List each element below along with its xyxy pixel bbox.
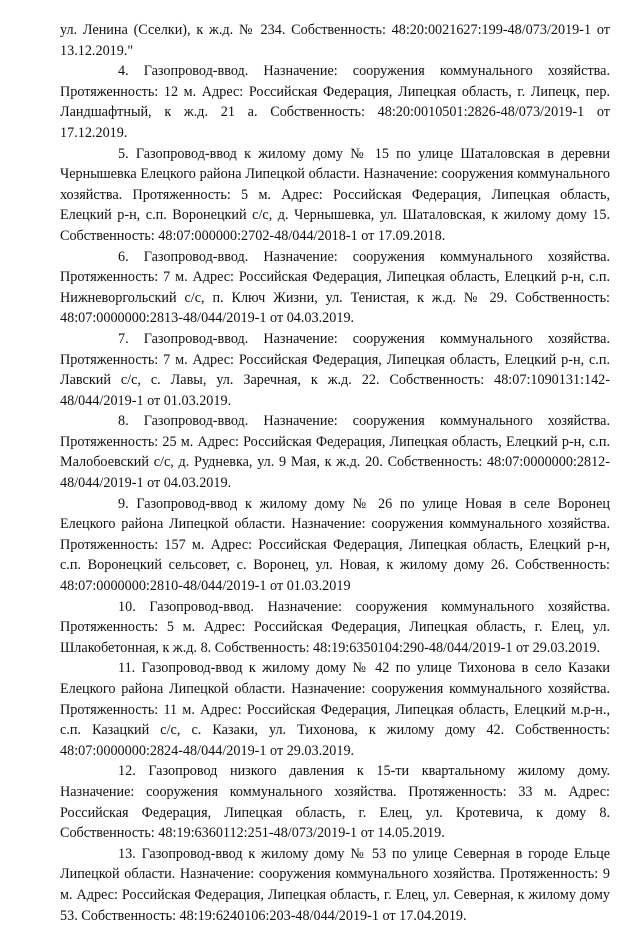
- paragraph-item-5: 5. Газопровод-ввод к жилому дому № 15 по улице Шаталовская в деревни Чернышевка Елецкого района Липецкой области. Назначение: сооружения коммунального хозяйства. Протяженность: 5 м. Адрес: Российская Федерация, Липецкая область, Елецкий р-н, с.п. Воронецкий с/с, д. Чернышевка, ул. Шаталовская, к жилому дому 15. Собственность: 48:07:000000:2702-48/044/2018-1 от 17.09.2018.: [60, 145, 610, 244]
- paragraph-item-7: 7. Газопровод-ввод. Назначение: сооружения коммунального хозяйства. Протяженность: 7 м. Адрес: Российская Федерация, Липецкая область, Елецкий р-н, с.п. Лавский с/с, с. Лавы, ул. Заречная, к ж.д. 22. Собственность: 48:07:1090131:142-48/044/2019-1 от 01.03.2019.: [60, 330, 610, 409]
- paragraph-item-13: 13. Газопровод-ввод к жилому дому № 53 по улице Северная в городе Ельце Липецкой области. Назначение: сооружения коммунального хозяйства. Протяженность: 9 м. Адрес: Российская Федерация, Липецкая область, г. Елец, ул. Северная, к жилому дому 53. Собственность: 48:19:6240106:203-48/044/2019-1 от 17.04.2019.: [60, 845, 610, 924]
- paragraph-item-12: 12. Газопровод низкого давления к 15-ти квартальному жилому дому. Назначение: сооружения коммунального хозяйства. Протяженность: 33 м. Адрес: Российская Федерация, Липецкая область, г. Елец, ул. Кротевича, к дому 8. Собственность: 48:19:6360112:251-48/073/2019-1 от 14.05.2019.: [60, 763, 610, 842]
- paragraph-item-6: 6. Газопровод-ввод. Назначение: сооружения коммунального хозяйства. Протяженность: 7 м. Адрес: Российская Федерация, Липецкая область, Елецкий р-н, с.п. Нижневоргольский с/с, п. Ключ Жизни, ул. Тенистая, к ж.д. № 29. Собственность: 48:07:0000000:2813-48/044/2019-1 от 04.03.2019.: [60, 248, 610, 327]
- document-page: [60, 20, 610, 926]
- paragraph-continuation: ул. Ленина (Сселки), к ж.д. № 234. Собственность: 48:20:0021627:199-48/073/2019-1 от 13.12.2019.": [60, 22, 610, 59]
- paragraph-item-8: 8. Газопровод-ввод. Назначение: сооружения коммунального хозяйства. Протяженность: 25 м. Адрес: Российская Федерация, Липецкая область, Елецкий р-н, с.п. Малобоевский с/с, д. Рудневка, ул. 9 Мая, к ж.д. 20. Собственность: 48:07:0000000:2812-48/044/2019-1 от 04.03.2019.: [60, 413, 610, 492]
- paragraph-item-11: 11. Газопровод-ввод к жилому дому № 42 по улице Тихонова в село Казаки Елецкого района Липецкой области. Назначение: сооружения коммунального хозяйства. Протяженность: 11 м. Адрес: Российская Федерация, Липецкая область, Елецкий м.р-н., с.п. Казацкий с/с, с. Казаки, ул. Тихонова, к жилому дому 42. Собственность: 48:07:0000000:2824-48/044/2019-1 от 29.03.2019.: [60, 660, 610, 759]
- paragraph-item-4: 4. Газопровод-ввод. Назначение: сооружения коммунального хозяйства. Протяженность: 12 м. Адрес: Российская Федерация, Липецкая область, г. Липецк, пер. Ландшафтный, к ж.д. 21 а. Собственность: 48:20:0010501:2826-48/073/2019-1 от 17.12.2019.: [60, 63, 610, 141]
- paragraph-item-9: 9. Газопровод-ввод к жилому дому № 26 по улице Новая в селе Воронец Елецкого района Липецкой области. Назначение: сооружения коммунального хозяйства. Протяженность: 157 м. Адрес: Российская Федерация, Липецкая область, Елецкий р-н, с.п. Воронецкий сельсовет, с. Воронец, ул. Новая, к жилому дому 26. Собственность: 48:07:0000000:2810-48/044/2019-1 от 01.03.2019: [60, 495, 610, 595]
- paragraph-item-10: 10. Газопровод-ввод. Назначение: сооружения коммунального хозяйства. Протяженность: 5 м. Адрес: Российская Федерация, Липецкая область, г. Елец, ул. Шлакобетонная, к ж.д. 8. Собственность: 48:19:6350104:290-48/044/2019-1 от 29.03.2019.: [60, 598, 610, 656]
